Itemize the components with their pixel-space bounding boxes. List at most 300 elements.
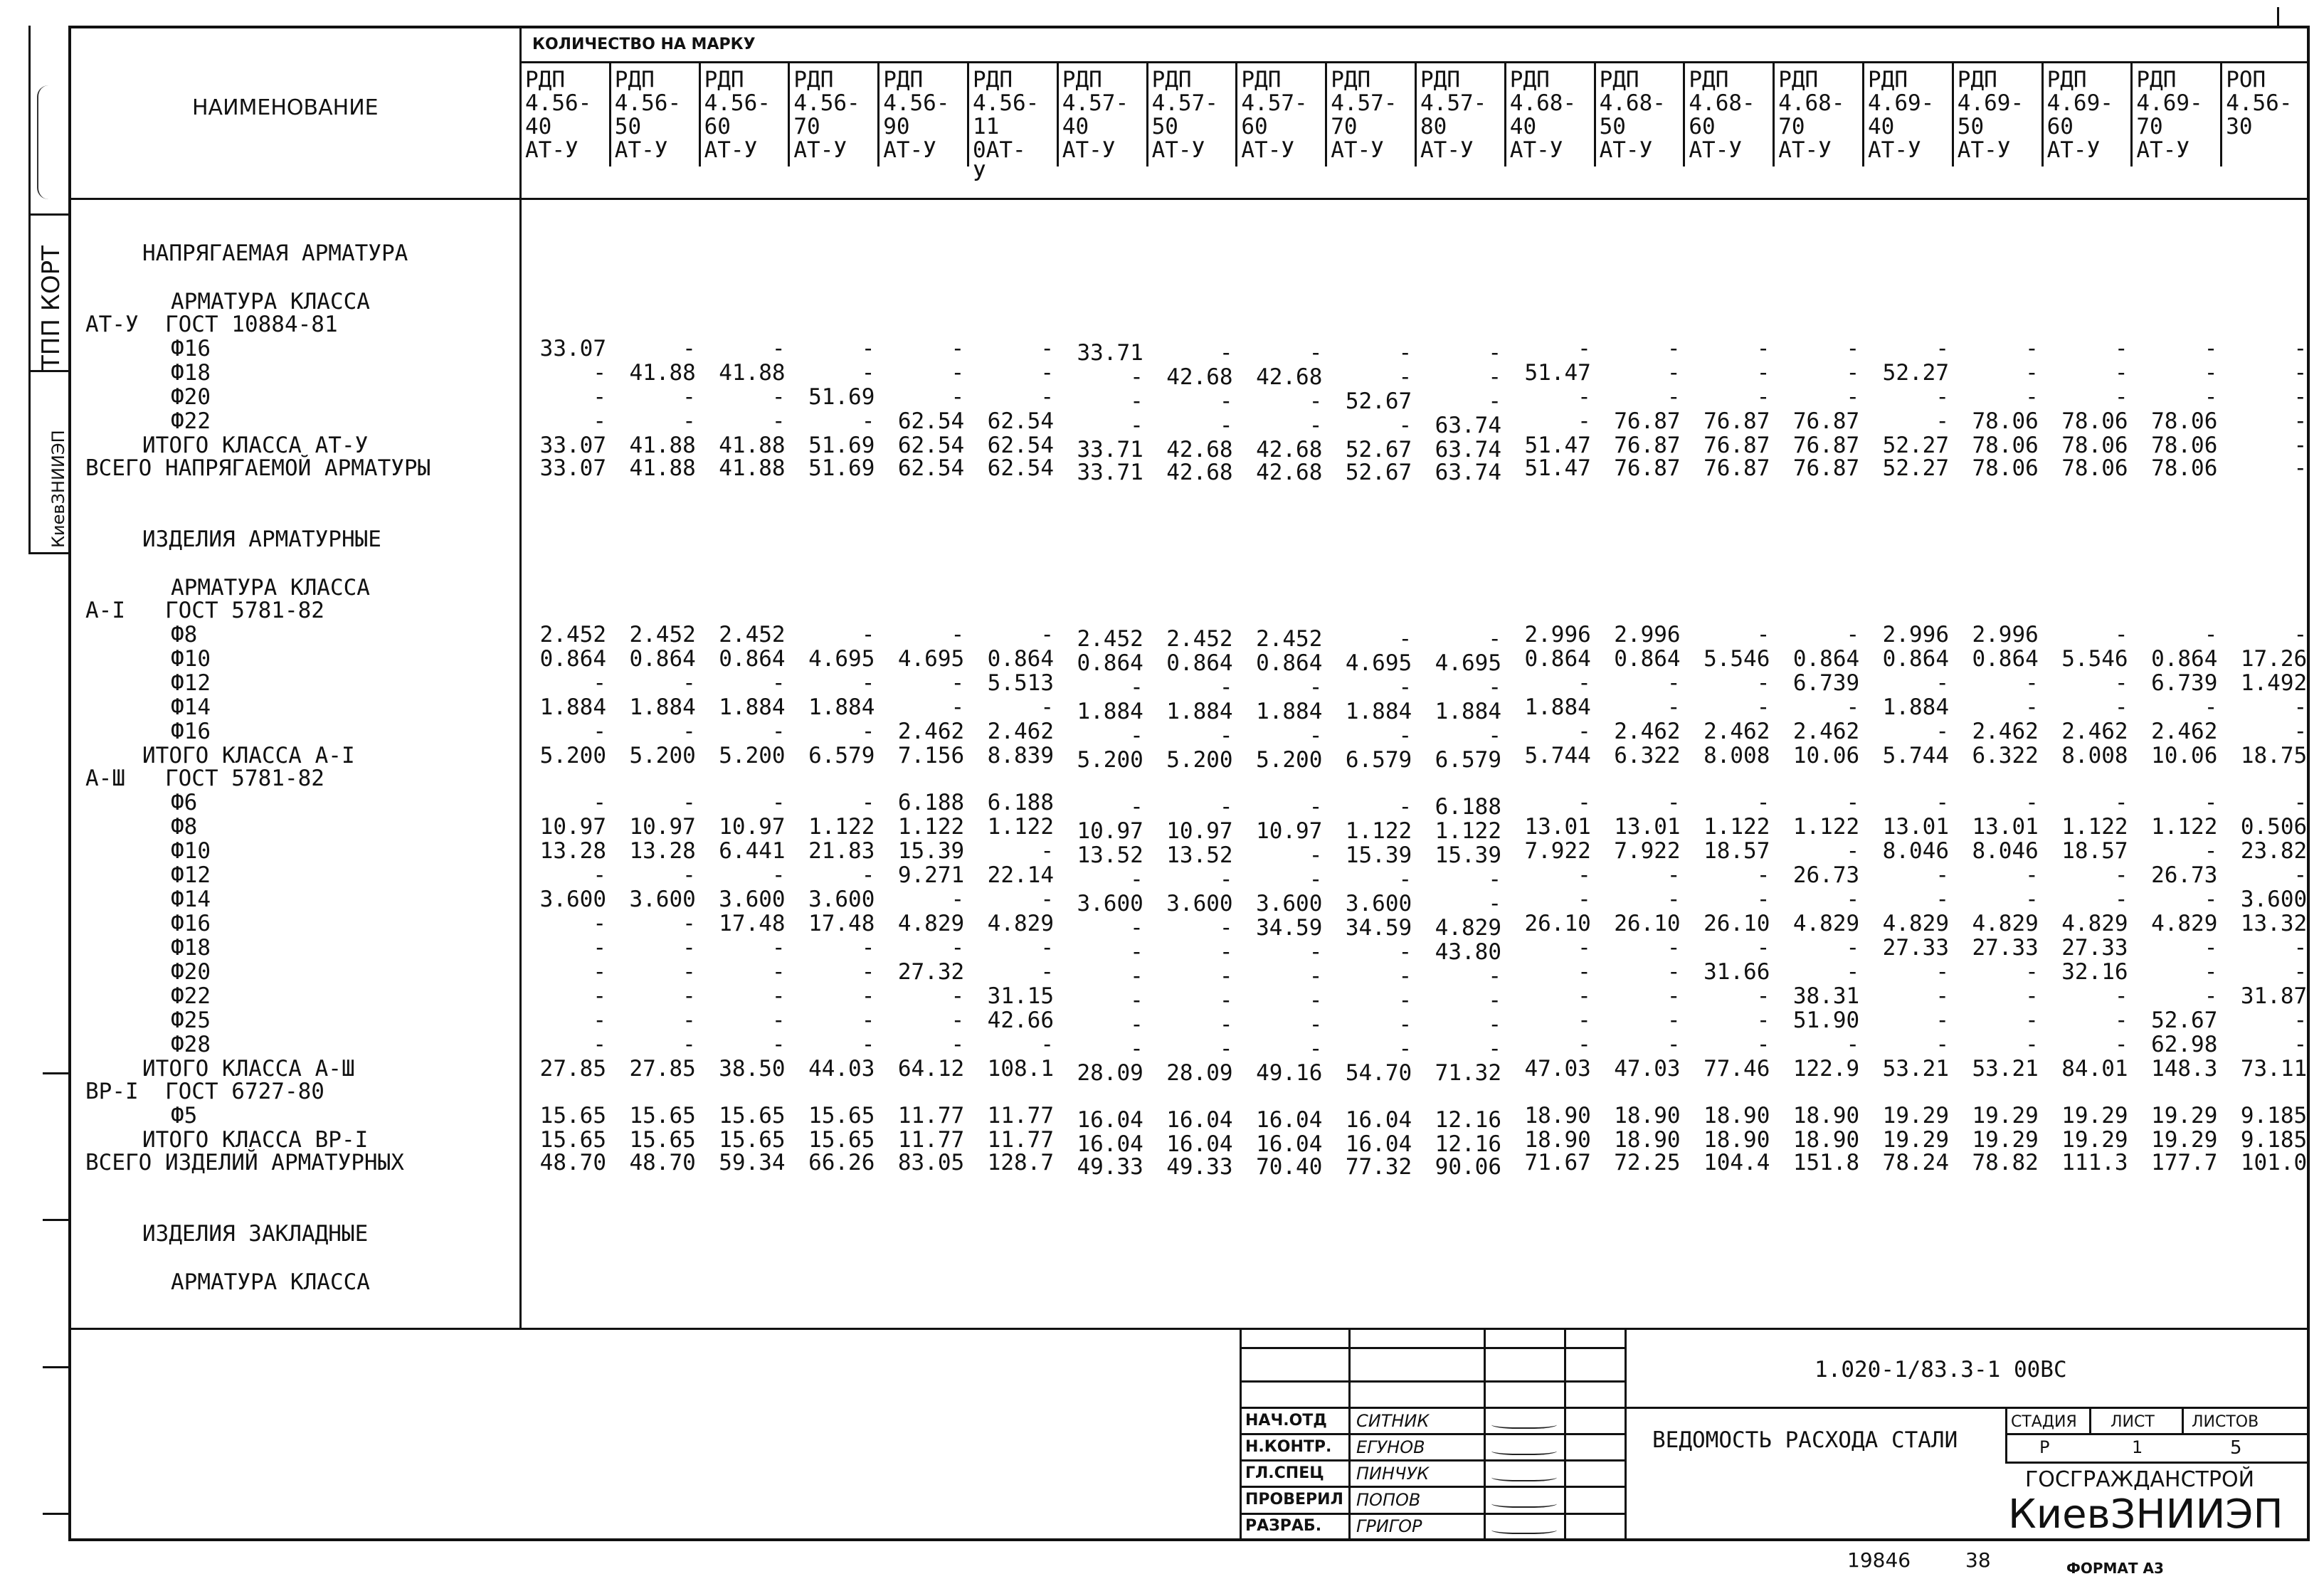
table-cell: 2.996 xyxy=(1972,622,2039,648)
table-cell: - xyxy=(1756,384,1770,410)
table-cell: 15.39 xyxy=(1345,842,1412,868)
table-cell: - xyxy=(2293,408,2308,434)
table-cell: 0.864 xyxy=(539,646,606,672)
table-cell: 5.200 xyxy=(629,743,696,768)
table-cell: 6.322 xyxy=(1614,743,1681,768)
table-cell: - xyxy=(2293,433,2308,458)
table-cell: - xyxy=(1309,413,1323,438)
table-cell: 1.884 xyxy=(1077,699,1143,724)
table-cell: - xyxy=(1309,675,1323,700)
table-cell: 33.71 xyxy=(1077,460,1143,485)
table-cell: 122.9 xyxy=(1792,1056,1860,1082)
table-cell: - xyxy=(1578,1032,1591,1057)
table-cell: 44.03 xyxy=(808,1056,875,1082)
row-label: ВСЕГО НАПРЯГАЕМОЙ АРМАТУРЫ xyxy=(85,455,431,481)
table-cell: 15.65 xyxy=(808,1103,875,1129)
table-cell: 1.122 xyxy=(897,814,965,840)
table-cell: 12.16 xyxy=(1435,1107,1501,1133)
table-cell: - xyxy=(951,670,965,696)
table-cell: - xyxy=(1219,988,1233,1013)
row-label: Ф8 xyxy=(171,814,198,840)
table-cell: 42.68 xyxy=(1166,364,1233,390)
table-cell: - xyxy=(1130,867,1143,892)
table-cell: 63.74 xyxy=(1435,437,1501,463)
table-cell: - xyxy=(593,862,606,888)
table-cell: - xyxy=(682,935,696,961)
table-cell: 7.156 xyxy=(897,743,965,768)
table-cell: - xyxy=(1756,360,1770,386)
table-cell: - xyxy=(1935,959,1949,985)
table-cell: - xyxy=(1219,723,1233,749)
table-cell: - xyxy=(1846,790,1860,815)
table-cell: 52.27 xyxy=(1882,433,1949,458)
side-org: КиевЗНИИЭП xyxy=(48,430,68,548)
table-cell: 27.85 xyxy=(539,1056,606,1082)
table-cell: 53.21 xyxy=(1972,1056,2039,1082)
table-cell: - xyxy=(1935,862,1949,888)
table-cell: - xyxy=(771,862,786,888)
column-header: РДП 4.57- 70 АТ-У xyxy=(1331,67,1398,163)
table-cell: - xyxy=(1846,336,1860,361)
table-cell: 16.04 xyxy=(1077,1107,1143,1133)
column-divider xyxy=(1146,61,1148,167)
table-cell: 11.77 xyxy=(987,1127,1054,1153)
table-cell: - xyxy=(1846,959,1860,985)
table-cell: 13.01 xyxy=(1524,814,1591,840)
row-label: Ф20 xyxy=(171,384,211,410)
table-cell: - xyxy=(1666,983,1681,1009)
table-cell: 52.67 xyxy=(2151,1008,2218,1033)
table-cell: - xyxy=(1488,364,1501,390)
table-cell: 16.04 xyxy=(1166,1107,1233,1133)
table-cell: - xyxy=(771,959,786,985)
table-cell: 4.829 xyxy=(2061,911,2128,936)
table-cell: - xyxy=(1935,336,1949,361)
table-cell: 51.69 xyxy=(808,455,875,481)
name-column-header: НАИМЕНОВАНИЕ xyxy=(192,95,379,120)
row-label: АРМАТУРА КЛАССА xyxy=(171,575,370,601)
table-cell: 71.67 xyxy=(1524,1150,1591,1175)
table-cell: 51.90 xyxy=(1792,1008,1860,1033)
table-cell: 31.15 xyxy=(987,983,1054,1009)
table-cell: - xyxy=(1666,694,1681,720)
sheets-label: ЛИСТОВ xyxy=(2192,1413,2259,1431)
table-cell: - xyxy=(1040,887,1054,912)
table-cell: - xyxy=(861,1032,875,1057)
margin-tick xyxy=(43,1072,68,1074)
table-cell: - xyxy=(771,670,786,696)
table-cell: - xyxy=(1398,675,1412,700)
table-cell: - xyxy=(1309,723,1323,749)
table-cell: 0.864 xyxy=(719,646,786,672)
table-cell: 78.06 xyxy=(2151,408,2218,434)
table-cell: 33.71 xyxy=(1077,437,1143,463)
table-cell: 70.40 xyxy=(1256,1154,1323,1180)
table-cell: 2.996 xyxy=(1524,622,1591,648)
table-cell: - xyxy=(2293,622,2308,648)
table-cell: 27.85 xyxy=(629,1056,696,1082)
table-cell: - xyxy=(2025,360,2039,386)
table-cell: - xyxy=(1219,1036,1233,1062)
table-cell: - xyxy=(1398,364,1412,390)
column-header: РДП 4.56- 60 АТ-У xyxy=(704,67,771,163)
table-cell: 5.200 xyxy=(719,743,786,768)
table-cell: 41.88 xyxy=(629,433,696,458)
table-cell: 148.3 xyxy=(2151,1056,2218,1082)
table-cell: 17.26 xyxy=(2240,646,2308,672)
table-cell: 18.90 xyxy=(1524,1127,1591,1153)
table-cell: 18.57 xyxy=(2061,838,2128,864)
table-cell: 51.47 xyxy=(1524,455,1591,481)
table-cell: - xyxy=(1309,988,1323,1013)
table-cell: 47.03 xyxy=(1524,1056,1591,1082)
margin-tick xyxy=(43,1513,68,1515)
table-cell: 42.68 xyxy=(1256,437,1323,463)
table-cell: - xyxy=(1578,408,1591,434)
signature-mark xyxy=(1491,1419,1557,1429)
table-cell: - xyxy=(1309,340,1323,366)
table-cell: 16.04 xyxy=(1166,1131,1233,1157)
table-cell: 10.97 xyxy=(1256,818,1323,844)
table-cell: - xyxy=(1578,336,1591,361)
table-cell: - xyxy=(2293,455,2308,481)
table-cell: 4.829 xyxy=(987,911,1054,936)
table-cell: 41.88 xyxy=(629,455,696,481)
table-cell: 47.03 xyxy=(1614,1056,1681,1082)
table-cell: 5.200 xyxy=(1256,747,1323,773)
table-cell: 78.82 xyxy=(1972,1150,2039,1175)
table-cell: 48.70 xyxy=(539,1150,606,1175)
table-cell: - xyxy=(1398,988,1412,1013)
table-cell: 18.90 xyxy=(1614,1103,1681,1129)
table-cell: - xyxy=(1935,1008,1949,1033)
column-divider xyxy=(967,61,969,167)
table-cell: - xyxy=(1666,670,1681,696)
table-cell: - xyxy=(2293,862,2308,888)
table-cell: - xyxy=(593,790,606,815)
table-cell: - xyxy=(1666,790,1681,815)
table-cell: 15.65 xyxy=(719,1103,786,1129)
table-cell: 0.864 xyxy=(1882,646,1949,672)
table-cell: 52.67 xyxy=(1345,389,1412,414)
table-cell: 8.008 xyxy=(1703,743,1770,768)
table-cell: 31.66 xyxy=(1703,959,1770,985)
table-cell: - xyxy=(2204,694,2218,720)
side-signature xyxy=(37,85,60,199)
table-cell: - xyxy=(2114,336,2128,361)
table-cell: 52.67 xyxy=(1345,437,1412,463)
table-cell: - xyxy=(951,336,965,361)
table-cell: 4.695 xyxy=(1435,650,1501,676)
table-cell: 62.54 xyxy=(987,455,1054,481)
table-cell: - xyxy=(1578,1008,1591,1033)
table-cell: - xyxy=(1935,719,1949,744)
table-cell: 5.200 xyxy=(539,743,606,768)
table-cell: 0.864 xyxy=(1972,646,2039,672)
stamp-name: СИТНИК xyxy=(1356,1411,1430,1431)
table-cell: 17.48 xyxy=(719,911,786,936)
table-cell: - xyxy=(1219,915,1233,941)
table-cell: 33.07 xyxy=(539,336,606,361)
table-cell: 1.122 xyxy=(987,814,1054,840)
column-header: РДП 4.56- 40 АТ-У xyxy=(525,67,592,163)
footer-number-1: 19846 xyxy=(1847,1548,1911,1572)
table-cell: 62.54 xyxy=(897,408,965,434)
table-cell: - xyxy=(2025,959,2039,985)
table-cell: 41.88 xyxy=(629,360,696,386)
table-cell: 1.884 xyxy=(539,694,606,720)
table-cell: - xyxy=(1756,336,1770,361)
table-cell: 1.122 xyxy=(1435,818,1501,844)
table-cell: - xyxy=(1040,622,1054,648)
top-right-tick xyxy=(2277,7,2279,26)
table-cell: - xyxy=(771,1032,786,1057)
table-cell: 10.06 xyxy=(2151,743,2218,768)
table-cell: 31.87 xyxy=(2240,983,2308,1009)
footer-number-2: 38 xyxy=(1965,1548,1991,1572)
table-cell: 8.008 xyxy=(2061,743,2128,768)
table-cell: - xyxy=(1578,384,1591,410)
table-cell: 4.829 xyxy=(1435,915,1501,941)
table-cell: - xyxy=(951,1008,965,1033)
table-cell: - xyxy=(1398,626,1412,652)
table-cell: - xyxy=(1488,675,1501,700)
stamp-role: ПРОВЕРИЛ xyxy=(1245,1491,1343,1508)
table-cell: 3.600 xyxy=(1166,891,1233,916)
table-cell: - xyxy=(861,1008,875,1033)
column-divider xyxy=(1415,61,1417,167)
column-header: РДП 4.69- 40 АТ-У xyxy=(1868,67,1935,163)
table-cell: 108.1 xyxy=(987,1056,1054,1082)
table-cell: 42.68 xyxy=(1166,437,1233,463)
table-cell: 19.29 xyxy=(1972,1103,2039,1129)
table-cell: 19.29 xyxy=(1972,1127,2039,1153)
table-cell: - xyxy=(2025,384,2039,410)
row-label: АТ-У ГОСТ 10884-81 xyxy=(85,312,338,337)
table-cell: 78.06 xyxy=(2061,433,2128,458)
stage-box-bottom xyxy=(2005,1462,2310,1464)
table-cell: 26.73 xyxy=(2151,862,2218,888)
signature-mark xyxy=(1491,1445,1557,1455)
table-cell: - xyxy=(1846,360,1860,386)
table-cell: - xyxy=(2293,1008,2308,1033)
table-cell: - xyxy=(1130,389,1143,414)
table-cell: - xyxy=(682,384,696,410)
table-cell: 8.046 xyxy=(1972,838,2039,864)
row-label: ИТОГО КЛАССА ВР-I xyxy=(142,1127,369,1153)
table-cell: - xyxy=(771,384,786,410)
table-cell: 13.01 xyxy=(1614,814,1681,840)
table-cell: - xyxy=(2204,838,2218,864)
table-cell: - xyxy=(1309,963,1323,989)
table-cell: 64.12 xyxy=(897,1056,965,1082)
table-cell: - xyxy=(2114,622,2128,648)
table-cell: - xyxy=(2114,1032,2128,1057)
table-cell: 4.829 xyxy=(1972,911,2039,936)
table-cell: - xyxy=(1756,983,1770,1009)
stamp-name: ЕГУНОВ xyxy=(1356,1437,1425,1457)
table-cell: 26.10 xyxy=(1524,911,1591,936)
table-cell: 72.25 xyxy=(1614,1150,1681,1175)
table-cell: 10.97 xyxy=(539,814,606,840)
table-cell: - xyxy=(771,719,786,744)
table-cell: - xyxy=(951,983,965,1009)
table-cell: 2.452 xyxy=(539,622,606,648)
row-label: Ф12 xyxy=(171,862,211,888)
table-cell: 1.884 xyxy=(1524,694,1591,720)
table-cell: 13.28 xyxy=(539,838,606,864)
table-cell: - xyxy=(1398,963,1412,989)
table-cell: 1.884 xyxy=(719,694,786,720)
table-cell: - xyxy=(1846,838,1860,864)
table-cell: - xyxy=(1040,838,1054,864)
qty-title: КОЛИЧЕСТВО НА МАРКУ xyxy=(532,36,756,53)
table-cell: - xyxy=(1219,867,1233,892)
row-label: А-I ГОСТ 5781-82 xyxy=(85,598,324,623)
stamp-row-line xyxy=(1240,1459,1625,1462)
table-cell: - xyxy=(1219,389,1233,414)
table-cell: 5.546 xyxy=(1703,646,1770,672)
table-cell: - xyxy=(1756,622,1770,648)
table-cell: - xyxy=(2204,384,2218,410)
table-cell: - xyxy=(1846,935,1860,961)
table-cell: 48.70 xyxy=(629,1150,696,1175)
column-divider xyxy=(2041,61,2044,167)
row-label: Ф16 xyxy=(171,911,211,936)
table-cell: - xyxy=(1488,1036,1501,1062)
table-cell: 76.87 xyxy=(1703,408,1770,434)
table-cell: - xyxy=(1935,887,1949,912)
table-cell: 19.29 xyxy=(2151,1127,2218,1153)
signature-mark xyxy=(1491,1524,1557,1534)
table-cell: 16.04 xyxy=(1077,1131,1143,1157)
table-cell: - xyxy=(1219,413,1233,438)
table-cell: 76.87 xyxy=(1792,408,1860,434)
table-cell: - xyxy=(2293,1032,2308,1057)
stamp-name: ПОПОВ xyxy=(1356,1490,1421,1510)
table-cell: - xyxy=(2025,983,2039,1009)
table-cell: 15.65 xyxy=(539,1127,606,1153)
table-cell: 2.996 xyxy=(1614,622,1681,648)
table-cell: - xyxy=(861,790,875,815)
table-cell: 77.32 xyxy=(1345,1154,1412,1180)
table-cell: 11.77 xyxy=(897,1127,965,1153)
stamp-role: РАЗРАБ. xyxy=(1245,1517,1322,1535)
row-label: АРМАТУРА КЛАССА xyxy=(171,1269,370,1295)
table-cell: - xyxy=(2025,790,2039,815)
table-cell: - xyxy=(951,1032,965,1057)
table-cell: - xyxy=(1398,939,1412,965)
table-cell: - xyxy=(1756,1032,1770,1057)
column-divider xyxy=(2130,61,2133,167)
table-cell: - xyxy=(951,360,965,386)
table-cell: - xyxy=(2204,360,2218,386)
table-cell: 10.97 xyxy=(1166,818,1233,844)
table-cell: - xyxy=(1219,675,1233,700)
table-cell: 42.68 xyxy=(1256,460,1323,485)
column-header: РОП 4.56- 30 xyxy=(2226,67,2293,139)
table-cell: 0.864 xyxy=(2151,646,2218,672)
table-cell: - xyxy=(861,622,875,648)
column-divider xyxy=(1952,61,1954,167)
table-cell: 62.54 xyxy=(897,433,965,458)
column-divider xyxy=(1773,61,1775,167)
table-cell: 5.200 xyxy=(1166,747,1233,773)
table-cell: - xyxy=(1309,867,1323,892)
table-cell: 1.884 xyxy=(1166,699,1233,724)
table-cell: 1.884 xyxy=(629,694,696,720)
table-cell: - xyxy=(682,983,696,1009)
stamp-row-line xyxy=(1240,1486,1625,1488)
row-label: Ф16 xyxy=(171,719,211,744)
table-cell: - xyxy=(2293,360,2308,386)
table-cell: 177.7 xyxy=(2151,1150,2218,1175)
table-cell: - xyxy=(1935,1032,1949,1057)
table-cell: - xyxy=(1040,360,1054,386)
table-cell: - xyxy=(1309,939,1323,965)
table-cell: - xyxy=(593,408,606,434)
table-cell: - xyxy=(1666,336,1681,361)
table-cell: 7.922 xyxy=(1614,838,1681,864)
table-cell: 15.65 xyxy=(808,1127,875,1153)
table-cell: - xyxy=(1666,384,1681,410)
table-cell: 4.829 xyxy=(897,911,965,936)
column-header: РДП 4.57- 80 АТ-У xyxy=(1420,67,1487,163)
table-cell: - xyxy=(593,911,606,936)
column-header: РДП 4.57- 40 АТ-У xyxy=(1062,67,1129,163)
table-cell: 0.864 xyxy=(1256,650,1323,676)
table-cell: 3.600 xyxy=(808,887,875,912)
table-cell: - xyxy=(682,862,696,888)
table-cell: - xyxy=(2114,670,2128,696)
sheet-value: 1 xyxy=(2132,1437,2143,1457)
table-cell: 76.87 xyxy=(1614,408,1681,434)
table-cell: - xyxy=(1219,794,1233,820)
table-cell: - xyxy=(771,983,786,1009)
table-cell: 6.441 xyxy=(719,838,786,864)
table-cell: - xyxy=(2293,790,2308,815)
table-cell: - xyxy=(861,670,875,696)
table-cell: 2.452 xyxy=(1256,626,1323,652)
table-cell: 32.16 xyxy=(2061,959,2128,985)
stamp-row-line xyxy=(1240,1407,2310,1409)
column-header: РДП 4.56- 50 АТ-У xyxy=(614,67,682,163)
table-cell: 128.7 xyxy=(987,1150,1054,1175)
table-cell: 41.88 xyxy=(719,455,786,481)
stage-value: Р xyxy=(2039,1437,2050,1457)
table-cell: 1.884 xyxy=(808,694,875,720)
table-cell: 2.462 xyxy=(987,719,1054,744)
table-cell: - xyxy=(1130,1036,1143,1062)
table-cell: 33.71 xyxy=(1077,340,1143,366)
table-cell: - xyxy=(1578,670,1591,696)
org-name-1: ГОСГРАЖДАНСТРОЙ xyxy=(2025,1467,2255,1492)
table-cell: 10.97 xyxy=(1077,818,1143,844)
table-cell: 62.54 xyxy=(987,433,1054,458)
table-cell: 51.69 xyxy=(808,433,875,458)
table-cell: 27.33 xyxy=(1882,935,1949,961)
table-cell: 2.462 xyxy=(2151,719,2218,744)
table-cell: - xyxy=(2204,790,2218,815)
table-cell: 78.06 xyxy=(2061,455,2128,481)
table-cell: - xyxy=(1756,670,1770,696)
table-cell: 1.122 xyxy=(1792,814,1860,840)
column-divider xyxy=(788,61,790,167)
table-cell: - xyxy=(1935,790,1949,815)
doc-title: ВЕДОМОСТЬ РАСХОДА СТАЛИ xyxy=(1652,1427,1958,1453)
table-cell: 76.87 xyxy=(1703,455,1770,481)
table-cell: - xyxy=(2204,887,2218,912)
